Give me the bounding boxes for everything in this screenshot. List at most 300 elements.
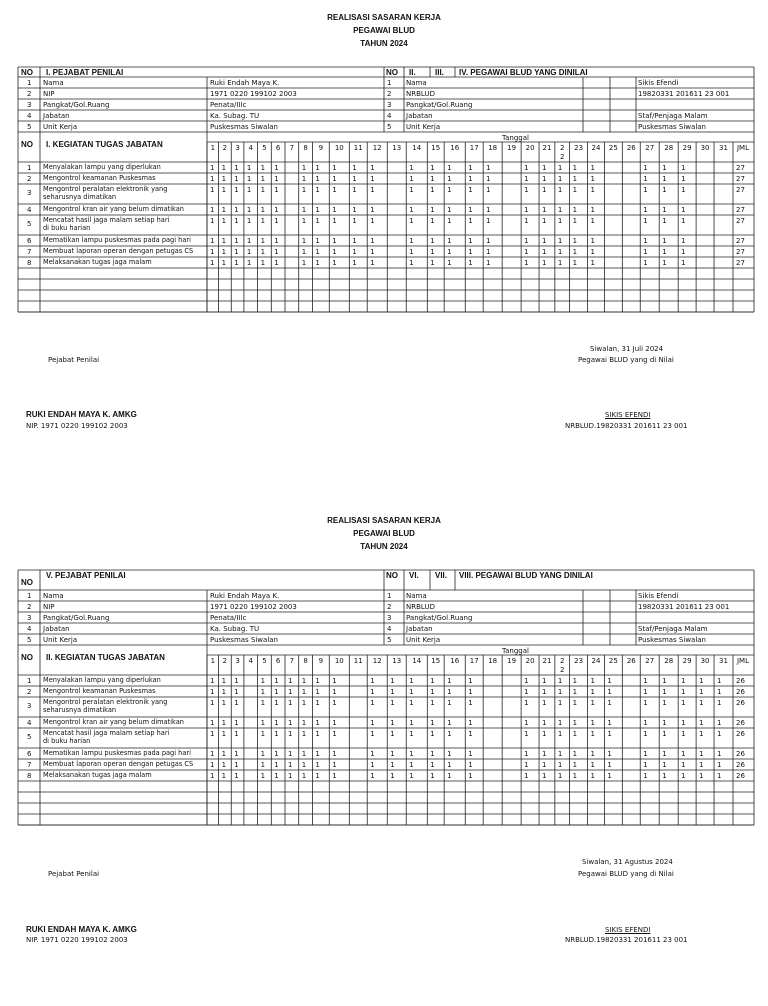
- day-mark: 1: [260, 248, 266, 256]
- day-mark: 1: [662, 175, 667, 183]
- day-mark: 1: [468, 719, 473, 727]
- day-mark: 1: [409, 772, 414, 780]
- activity-name: Melaksanakan tugas jaga malam: [43, 771, 152, 779]
- day-mark: 1: [590, 186, 596, 194]
- form-title-line: PEGAWAI BLUD: [353, 529, 415, 538]
- day-mark: 1: [699, 730, 704, 738]
- day-mark: 1: [301, 730, 307, 738]
- day-mark: 1: [430, 237, 435, 245]
- day-mark: 1: [681, 750, 686, 758]
- info-row-no: 4: [387, 112, 392, 120]
- day-mark: 1: [288, 719, 293, 727]
- day-mark: 1: [409, 750, 414, 758]
- day-mark: 1: [681, 175, 686, 183]
- day-mark: 1: [524, 217, 529, 225]
- day-mark: 1: [607, 750, 612, 758]
- day-mark: 1: [468, 730, 473, 738]
- activity-no: 6: [27, 750, 32, 758]
- day-mark: 1: [370, 699, 375, 707]
- info-row-label: NRBLUD: [406, 90, 435, 98]
- day-number: 5: [262, 144, 267, 152]
- info-row-value: Puskesmas Siwalan: [638, 123, 706, 131]
- day-mark: 1: [572, 217, 578, 225]
- day-mark: 1: [370, 248, 375, 256]
- info-row-no: 3: [387, 101, 392, 109]
- activity-total: 26: [736, 719, 745, 727]
- col-header-no: NO: [21, 578, 33, 587]
- day-mark: 1: [486, 206, 491, 214]
- activity-total: 26: [736, 730, 745, 738]
- info-row-value: 19820331 201611 23 001: [638, 90, 730, 98]
- activity-no: 4: [27, 719, 32, 727]
- day-mark: 1: [524, 175, 529, 183]
- day-mark: 1: [662, 719, 667, 727]
- day-mark: 1: [643, 175, 648, 183]
- day-mark: 1: [260, 699, 266, 707]
- day-number: 14: [412, 657, 422, 665]
- day-mark: 1: [542, 761, 547, 769]
- day-mark: 1: [430, 259, 435, 267]
- day-mark: 1: [234, 719, 239, 727]
- day-mark: 1: [430, 772, 435, 780]
- col-header-no: NO: [386, 571, 398, 580]
- day-mark: 1: [332, 259, 337, 267]
- day-mark: 1: [717, 730, 722, 738]
- day-mark: 1: [210, 730, 215, 738]
- day-mark: 1: [662, 164, 667, 172]
- day-mark: 1: [315, 175, 320, 183]
- info-row-value: 19820331 201611 23 001: [638, 603, 730, 611]
- day-mark: 1: [315, 761, 320, 769]
- day-mark: 1: [390, 688, 395, 696]
- day-mark: 1: [681, 761, 686, 769]
- day-mark: 1: [542, 175, 547, 183]
- day-mark: 1: [260, 259, 266, 267]
- activity-no: 1: [27, 677, 32, 685]
- day-mark: 1: [524, 164, 529, 172]
- day-mark: 1: [332, 688, 337, 696]
- day-mark: 1: [590, 688, 596, 696]
- day-mark: 1: [572, 750, 578, 758]
- activity-no: 2: [27, 688, 32, 696]
- day-mark: 1: [301, 237, 307, 245]
- day-mark: 1: [572, 719, 578, 727]
- info-row-label: Pangkat/Gol.Ruang: [406, 614, 473, 622]
- info-row-no: 1: [27, 79, 32, 87]
- day-number: 28: [664, 144, 674, 152]
- day-mark: 1: [370, 750, 375, 758]
- form-title-line: TAHUN 2024: [360, 39, 408, 48]
- info-row-label: Jabatan: [43, 625, 70, 633]
- day-mark: 1: [234, 237, 239, 245]
- day-mark: 1: [430, 175, 435, 183]
- day-number: 15: [431, 144, 441, 152]
- form-section-1: [0, 0, 768, 500]
- day-number: 21: [542, 657, 552, 665]
- day-mark: 1: [717, 772, 722, 780]
- col-header-jml: JML: [736, 144, 750, 152]
- day-number: 31: [719, 144, 728, 152]
- info-row-value: Ka. Subag. TU: [210, 112, 260, 120]
- day-number: 9: [318, 144, 324, 152]
- day-mark: 1: [246, 259, 252, 267]
- activity-name: Menyalakan lampu yang diperlukan: [43, 163, 161, 171]
- day-mark: 1: [643, 164, 648, 172]
- day-mark: 1: [681, 164, 686, 172]
- activity-total: 27: [736, 237, 745, 245]
- day-mark: 1: [260, 164, 266, 172]
- day-mark: 1: [221, 688, 227, 696]
- right-sign-id: NRBLUD.19820331 201611 23 001: [565, 936, 688, 944]
- day-mark: 1: [288, 699, 293, 707]
- activity-total: 26: [736, 761, 745, 769]
- form-title-line: PEGAWAI BLUD: [353, 26, 415, 35]
- day-mark: 1: [542, 237, 547, 245]
- activity-total: 27: [736, 175, 745, 183]
- activity-name: Membuat laporan operan dengan petugas CS: [43, 247, 194, 255]
- section-header-kegiatan: II. KEGIATAN TUGAS JABATAN: [46, 653, 165, 662]
- day-number: 2: [560, 666, 565, 674]
- day-mark: 1: [370, 259, 375, 267]
- right-sign-name: SIKIS EFENDI: [605, 411, 651, 419]
- day-mark: 1: [234, 688, 239, 696]
- day-mark: 1: [590, 719, 596, 727]
- day-mark: 1: [274, 175, 279, 183]
- day-mark: 1: [430, 761, 435, 769]
- day-mark: 1: [210, 688, 215, 696]
- day-mark: 1: [542, 719, 547, 727]
- day-mark: 1: [210, 248, 215, 256]
- activity-total: 26: [736, 688, 745, 696]
- day-number: 11: [353, 657, 363, 665]
- day-mark: 1: [301, 259, 307, 267]
- day-mark: 1: [557, 248, 563, 256]
- day-mark: 1: [681, 699, 686, 707]
- day-mark: 1: [274, 688, 279, 696]
- day-mark: 1: [210, 772, 215, 780]
- day-number: 20: [525, 657, 535, 665]
- day-mark: 1: [430, 206, 435, 214]
- day-number: 25: [608, 144, 618, 152]
- day-mark: 1: [557, 719, 563, 727]
- day-mark: 1: [315, 719, 320, 727]
- day-mark: 1: [590, 699, 596, 707]
- activity-total: 26: [736, 699, 745, 707]
- day-mark: 1: [352, 206, 357, 214]
- tanggal-label: Tanggal: [502, 647, 529, 655]
- day-mark: 1: [524, 688, 529, 696]
- day-mark: 1: [681, 237, 686, 245]
- day-number: 2: [560, 657, 565, 665]
- day-mark: 1: [557, 750, 563, 758]
- day-mark: 1: [221, 237, 227, 245]
- day-mark: 1: [524, 730, 529, 738]
- day-mark: 1: [234, 677, 239, 685]
- day-mark: 1: [352, 186, 357, 194]
- day-mark: 1: [607, 730, 612, 738]
- day-mark: 1: [468, 217, 473, 225]
- day-mark: 1: [288, 772, 293, 780]
- day-mark: 1: [315, 217, 320, 225]
- left-sign-role: Pejabat Penilai: [48, 870, 100, 878]
- day-mark: 1: [662, 688, 667, 696]
- activity-name: Mengontrol keamanan Puskesmas: [43, 687, 156, 695]
- day-mark: 1: [643, 750, 648, 758]
- day-mark: 1: [590, 730, 596, 738]
- day-mark: 1: [210, 237, 215, 245]
- day-number: 3: [235, 657, 240, 665]
- day-mark: 1: [221, 761, 227, 769]
- day-mark: 1: [246, 175, 252, 183]
- activity-no: 4: [27, 206, 32, 214]
- form-title-line: REALISASI SASARAN KERJA: [327, 13, 441, 22]
- day-mark: 1: [542, 206, 547, 214]
- info-row-label: Jabatan: [406, 112, 433, 120]
- day-mark: 1: [447, 175, 452, 183]
- info-row-no: 3: [27, 614, 32, 622]
- day-mark: 1: [542, 186, 547, 194]
- info-row-value: Sikis Efendi: [638, 79, 679, 87]
- info-row-no: 2: [387, 90, 392, 98]
- day-mark: 1: [590, 175, 596, 183]
- day-mark: 1: [699, 677, 704, 685]
- day-mark: 1: [274, 186, 279, 194]
- day-mark: 1: [288, 761, 293, 769]
- day-mark: 1: [301, 206, 307, 214]
- day-mark: 1: [288, 730, 293, 738]
- day-mark: 1: [409, 677, 414, 685]
- day-mark: 1: [681, 259, 686, 267]
- day-mark: 1: [332, 761, 337, 769]
- activity-no: 5: [27, 733, 32, 741]
- day-mark: 1: [210, 186, 215, 194]
- info-row-label: Jabatan: [406, 625, 433, 633]
- day-mark: 1: [662, 248, 667, 256]
- day-mark: 1: [699, 750, 704, 758]
- day-mark: 1: [447, 730, 452, 738]
- day-mark: 1: [542, 772, 547, 780]
- info-row-no: 5: [27, 636, 32, 644]
- info-row-label: Pangkat/Gol.Ruang: [43, 101, 110, 109]
- day-mark: 1: [607, 772, 612, 780]
- day-mark: 1: [447, 186, 452, 194]
- day-mark: 1: [315, 259, 320, 267]
- day-mark: 1: [468, 699, 473, 707]
- day-mark: 1: [572, 772, 578, 780]
- activity-name: Membuat laporan operan dengan petugas CS: [43, 760, 194, 768]
- day-number: 30: [700, 657, 710, 665]
- day-mark: 1: [234, 772, 239, 780]
- day-number: 3: [235, 144, 240, 152]
- day-mark: 1: [390, 719, 395, 727]
- day-mark: 1: [699, 699, 704, 707]
- day-mark: 1: [260, 750, 266, 758]
- day-mark: 1: [370, 677, 375, 685]
- day-mark: 1: [590, 217, 596, 225]
- day-number: 16: [450, 657, 460, 665]
- day-mark: 1: [572, 248, 578, 256]
- day-number: 2: [222, 144, 228, 152]
- day-mark: 1: [607, 719, 612, 727]
- day-number: 5: [262, 657, 267, 665]
- section-roman-label: VI.: [409, 571, 419, 580]
- day-mark: 1: [370, 730, 375, 738]
- day-mark: 1: [246, 248, 252, 256]
- day-mark: 1: [288, 750, 293, 758]
- day-mark: 1: [572, 206, 578, 214]
- day-mark: 1: [468, 175, 473, 183]
- activity-total: 26: [736, 750, 745, 758]
- day-mark: 1: [221, 217, 227, 225]
- activity-total: 27: [736, 259, 745, 267]
- day-number: 6: [275, 657, 281, 665]
- day-number: 18: [488, 657, 498, 665]
- day-mark: 1: [699, 772, 704, 780]
- day-number: 12: [372, 144, 382, 152]
- day-mark: 1: [260, 772, 266, 780]
- day-mark: 1: [234, 217, 239, 225]
- activity-name: seharusnya dimatikan: [43, 193, 117, 201]
- day-mark: 1: [370, 688, 375, 696]
- day-number: 16: [450, 144, 460, 152]
- info-row-label: Nama: [406, 592, 427, 600]
- day-mark: 1: [557, 772, 563, 780]
- day-number: 1: [210, 144, 216, 152]
- day-mark: 1: [260, 677, 266, 685]
- activity-name: Mengontrol kran air yang belum dimatikan: [43, 205, 184, 213]
- day-mark: 1: [288, 677, 293, 685]
- day-mark: 1: [643, 772, 648, 780]
- info-row-value: Puskesmas Siwalan: [210, 636, 278, 644]
- day-number: 4: [248, 657, 253, 665]
- day-number: 19: [507, 144, 517, 152]
- day-mark: 1: [662, 206, 667, 214]
- day-mark: 1: [572, 688, 578, 696]
- day-mark: 1: [246, 217, 252, 225]
- day-number: 27: [645, 144, 655, 152]
- day-number: 24: [591, 144, 601, 152]
- day-mark: 1: [607, 688, 612, 696]
- day-mark: 1: [301, 175, 307, 183]
- activity-no: 5: [27, 220, 32, 228]
- day-mark: 1: [352, 259, 357, 267]
- day-mark: 1: [447, 677, 452, 685]
- col-header-no: NO: [21, 68, 33, 77]
- activity-name: seharusnya dimatikan: [43, 706, 117, 714]
- day-mark: 1: [572, 237, 578, 245]
- info-row-no: 3: [387, 614, 392, 622]
- day-mark: 1: [681, 677, 686, 685]
- day-mark: 1: [274, 164, 279, 172]
- day-mark: 1: [234, 730, 239, 738]
- day-mark: 1: [315, 730, 320, 738]
- day-mark: 1: [542, 699, 547, 707]
- day-number: 13: [392, 657, 402, 665]
- left-sign-name: RUKI ENDAH MAYA K. AMKG: [26, 410, 137, 419]
- day-number: 28: [664, 657, 674, 665]
- day-mark: 1: [699, 688, 704, 696]
- day-number: 23: [574, 144, 584, 152]
- section-roman-label: VII.: [435, 571, 448, 580]
- day-mark: 1: [643, 688, 648, 696]
- day-mark: 1: [246, 186, 252, 194]
- day-mark: 1: [332, 237, 337, 245]
- day-mark: 1: [390, 677, 395, 685]
- day-mark: 1: [315, 677, 320, 685]
- day-number: 8: [303, 144, 308, 152]
- day-mark: 1: [370, 761, 375, 769]
- day-mark: 1: [260, 730, 266, 738]
- day-number: 10: [334, 144, 344, 152]
- day-mark: 1: [210, 699, 215, 707]
- day-number: 29: [682, 144, 692, 152]
- day-mark: 1: [390, 730, 395, 738]
- day-mark: 1: [274, 237, 279, 245]
- day-mark: 1: [315, 186, 320, 194]
- activity-no: 3: [27, 189, 32, 197]
- day-mark: 1: [447, 217, 452, 225]
- day-mark: 1: [260, 719, 266, 727]
- day-mark: 1: [370, 772, 375, 780]
- day-mark: 1: [370, 164, 375, 172]
- info-row-label: Jabatan: [43, 112, 70, 120]
- day-mark: 1: [717, 699, 722, 707]
- day-mark: 1: [468, 761, 473, 769]
- day-mark: 1: [210, 259, 215, 267]
- day-mark: 1: [234, 248, 239, 256]
- day-mark: 1: [590, 259, 596, 267]
- info-row-no: 2: [387, 603, 392, 611]
- day-mark: 1: [430, 719, 435, 727]
- day-mark: 1: [430, 750, 435, 758]
- day-mark: 1: [542, 164, 547, 172]
- day-mark: 1: [524, 750, 529, 758]
- day-mark: 1: [524, 761, 529, 769]
- day-mark: 1: [681, 217, 686, 225]
- activity-total: 27: [736, 186, 745, 194]
- day-mark: 1: [274, 677, 279, 685]
- activity-name: Mengontrol peralatan elektronik yang: [43, 698, 168, 706]
- day-mark: 1: [210, 719, 215, 727]
- activity-name: Mencatat hasil jaga malam setiap hari: [43, 729, 170, 737]
- info-row-label: Nama: [43, 592, 64, 600]
- day-mark: 1: [681, 206, 686, 214]
- right-sign-role: Pegawai BLUD yang di Nilai: [578, 356, 674, 364]
- day-mark: 1: [409, 164, 414, 172]
- info-row-label: NRBLUD: [406, 603, 435, 611]
- day-mark: 1: [468, 164, 473, 172]
- day-mark: 1: [221, 175, 227, 183]
- info-row-value: Puskesmas Siwalan: [210, 123, 278, 131]
- day-mark: 1: [643, 761, 648, 769]
- day-mark: 1: [409, 688, 414, 696]
- day-number: 27: [645, 657, 655, 665]
- day-mark: 1: [524, 772, 529, 780]
- day-mark: 1: [332, 730, 337, 738]
- day-mark: 1: [409, 186, 414, 194]
- activity-name: Mengontrol keamanan Puskesmas: [43, 174, 156, 182]
- day-number: 15: [431, 657, 441, 665]
- day-mark: 1: [542, 677, 547, 685]
- day-mark: 1: [315, 248, 320, 256]
- info-row-no: 4: [27, 625, 32, 633]
- day-mark: 1: [557, 217, 563, 225]
- day-mark: 1: [409, 237, 414, 245]
- day-mark: 1: [210, 217, 215, 225]
- day-mark: 1: [315, 699, 320, 707]
- activity-no: 7: [27, 248, 32, 256]
- section-header-pegawai: IV. PEGAWAI BLUD YANG DINILAI: [459, 68, 588, 77]
